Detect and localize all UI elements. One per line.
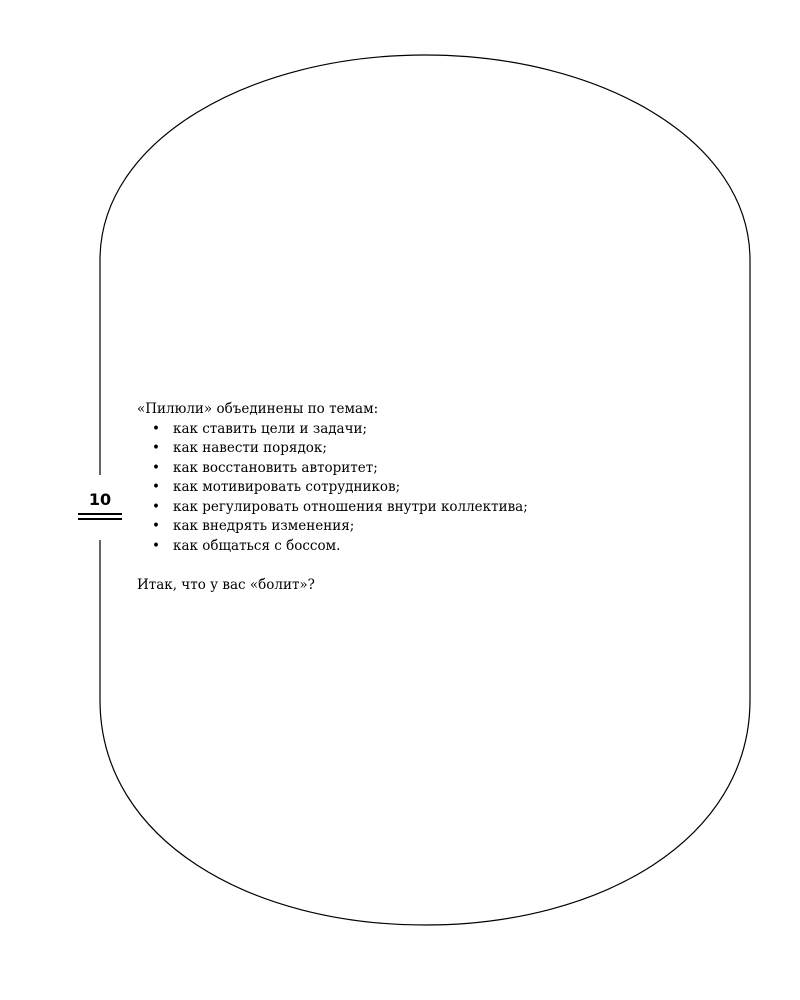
bullet-icon: • (152, 537, 160, 554)
list-item (152, 478, 737, 498)
page-number: 10 (88, 490, 112, 509)
list-item (152, 420, 737, 440)
list-item (152, 439, 737, 459)
intro-text: «Пилюли» объединены по темам: (137, 401, 379, 417)
topics-list (137, 420, 737, 557)
bullet-icon: • (152, 420, 160, 437)
list-item-text: как внедрять изменения; (173, 518, 355, 534)
page-content (137, 400, 737, 595)
closing-question: Итак, что у вас «болит»? (137, 576, 315, 593)
list-item (152, 498, 737, 518)
list-item (152, 517, 737, 537)
list-item (152, 537, 737, 557)
bullet-icon: • (152, 440, 160, 456)
list-item-text: как навести порядок; (173, 440, 327, 456)
page-number-rule-top (78, 513, 122, 515)
bullet-icon: • (152, 498, 160, 515)
bullet-icon: • (152, 479, 160, 495)
list-item-text: как восстановить авторитет; (173, 459, 378, 476)
list-item-text: как регулировать отношения внутри коллектива; (173, 498, 528, 515)
list-item-text: как ставить цели и задачи; (173, 420, 368, 437)
list-item-text: как мотивировать сотрудников; (173, 479, 401, 495)
list-item-text: как общаться с боссом. (173, 537, 341, 554)
list-item (152, 459, 737, 479)
bullet-icon: • (152, 518, 160, 534)
bullet-icon: • (152, 459, 160, 476)
page-number-rule-bottom (78, 518, 122, 520)
